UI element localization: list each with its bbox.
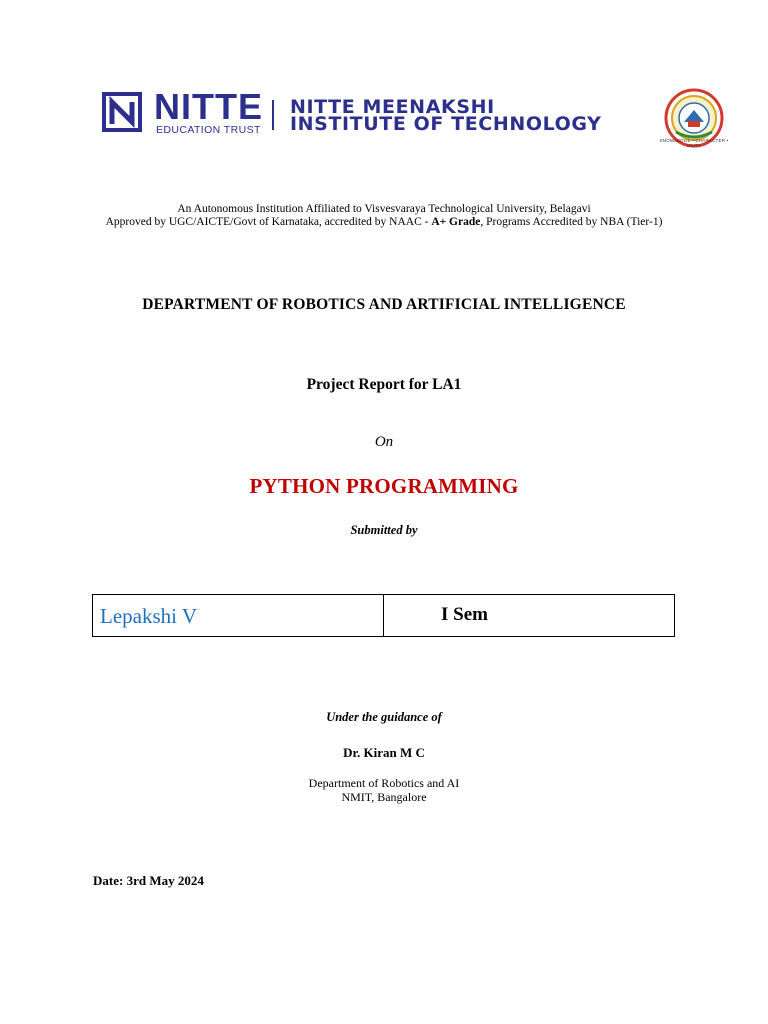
trust-subtitle: EDUCATION TRUST [156, 124, 261, 136]
institute-name-line2: INSTITUTE OF TECHNOLOGY [290, 113, 602, 135]
logo-divider [272, 100, 274, 130]
guidance-label: Under the guidance of [326, 710, 442, 724]
submitted-by-label: Submitted by [350, 523, 418, 537]
institute-name-line1: NITTE MEENAKSHI [290, 96, 495, 118]
affiliation-line1: An Autonomous Institution Affiliated to Visvesvaraya Technological University, Belagavi [177, 203, 591, 215]
student-name: Lepakshi V [93, 595, 384, 636]
on-label: On [374, 434, 394, 450]
affiliation-line2 [0, 216, 768, 229]
report-title: Project Report for LA1 [306, 376, 462, 393]
seal-caption: KNOWLEDGE • CHARACTER • UNITY [659, 138, 729, 148]
guide-department: Department of Robotics and AI [308, 776, 460, 790]
student-table [92, 594, 675, 637]
trust-name: NITTE [154, 86, 263, 127]
report-date: Date: 3rd May 2024 [93, 873, 204, 888]
subject-title: PYTHON PROGRAMMING [249, 474, 519, 498]
naac-grade: A+ Grade [431, 216, 481, 228]
nitte-logo-icon [100, 92, 144, 132]
affiliation-line2-prefix: Approved by UGC/AICTE/Govt of Karnataka, accredited by NAAC - [105, 216, 432, 228]
department-title: DEPARTMENT OF ROBOTICS AND ARTIFICIAL INTELLIGENCE [142, 296, 626, 313]
affiliation-line2-suffix: , Programs Accredited by NBA (Tier-1) [480, 216, 663, 228]
guide-institute: NMIT, Bangalore [341, 790, 427, 804]
student-semester: I Sem [441, 604, 488, 625]
guide-name: Dr. Kiran M C [343, 745, 425, 760]
